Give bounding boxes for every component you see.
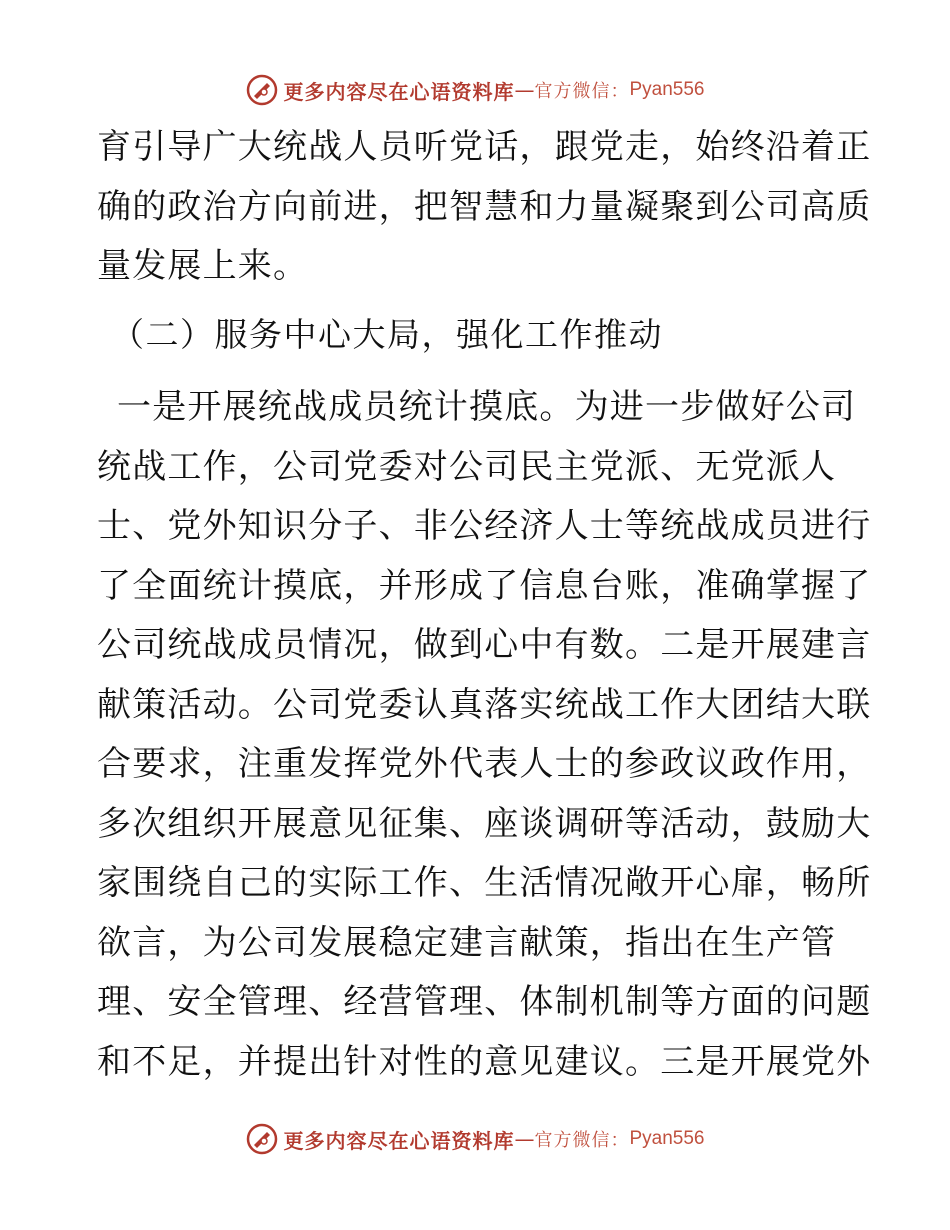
- document-body: [97, 118, 872, 1092]
- body-line: 育引导广大统战人员听党话，跟党走，始终沿着正: [97, 127, 872, 167]
- body-line: 多次组织开展意见征集、座谈调研等活动，鼓励大: [97, 803, 872, 844]
- footer-banner: [0, 1119, 950, 1159]
- banner-main-text: 更多内容尽在心语资料库: [283, 79, 515, 104]
- header-banner: [0, 70, 950, 110]
- body-line: 公司统战成员情况，做到心中有数。二是开展建言: [97, 625, 872, 665]
- body-line: 统战工作，公司党委对公司民主党派、无党派人: [97, 446, 837, 487]
- banner-separator: —: [514, 1127, 535, 1151]
- logo-icon: [245, 73, 279, 107]
- body-line: 和不足，并提出针对性的意见建议。三是开展党外: [97, 1041, 872, 1082]
- body-line: 欲言，为公司发展稳定建言献策，指出在生产管: [97, 922, 837, 963]
- body-line: 了全面统计摸底，并形成了信息台账，准确掌握了: [97, 565, 872, 606]
- body-line: 家围绕自己的实际工作、生活情况敞开心扉，畅所: [97, 863, 872, 903]
- banner-wechat-id: Pyan556: [629, 79, 705, 100]
- body-line: 确的政治方向前进，把智慧和力量凝聚到公司高质: [97, 186, 872, 227]
- body-line: 一是开展统战成员统计摸底。为进一步做好公司: [117, 387, 857, 427]
- banner-separator: —: [514, 78, 535, 102]
- body-line: 献策活动。公司党委认真落实统战工作大团结大联: [97, 684, 872, 725]
- logo-icon: [245, 1122, 279, 1156]
- section-heading: （二）服务中心大局，强化工作推动: [111, 314, 663, 354]
- banner-side-text: 官方微信：: [534, 1130, 630, 1151]
- body-line: 合要求，注重发挥党外代表人士的参政议政作用，: [97, 744, 872, 784]
- banner-wechat-id: Pyan556: [629, 1128, 705, 1149]
- body-line: 士、党外知识分子、非公经济人士等统战成员进行: [97, 506, 872, 546]
- body-line: 理、安全管理、经营管理、体制机制等方面的问题: [97, 982, 872, 1022]
- body-line: 量发展上来。: [97, 246, 309, 286]
- banner-side-text: 官方微信：: [534, 81, 630, 102]
- banner-main-text: 更多内容尽在心语资料库: [283, 1128, 515, 1153]
